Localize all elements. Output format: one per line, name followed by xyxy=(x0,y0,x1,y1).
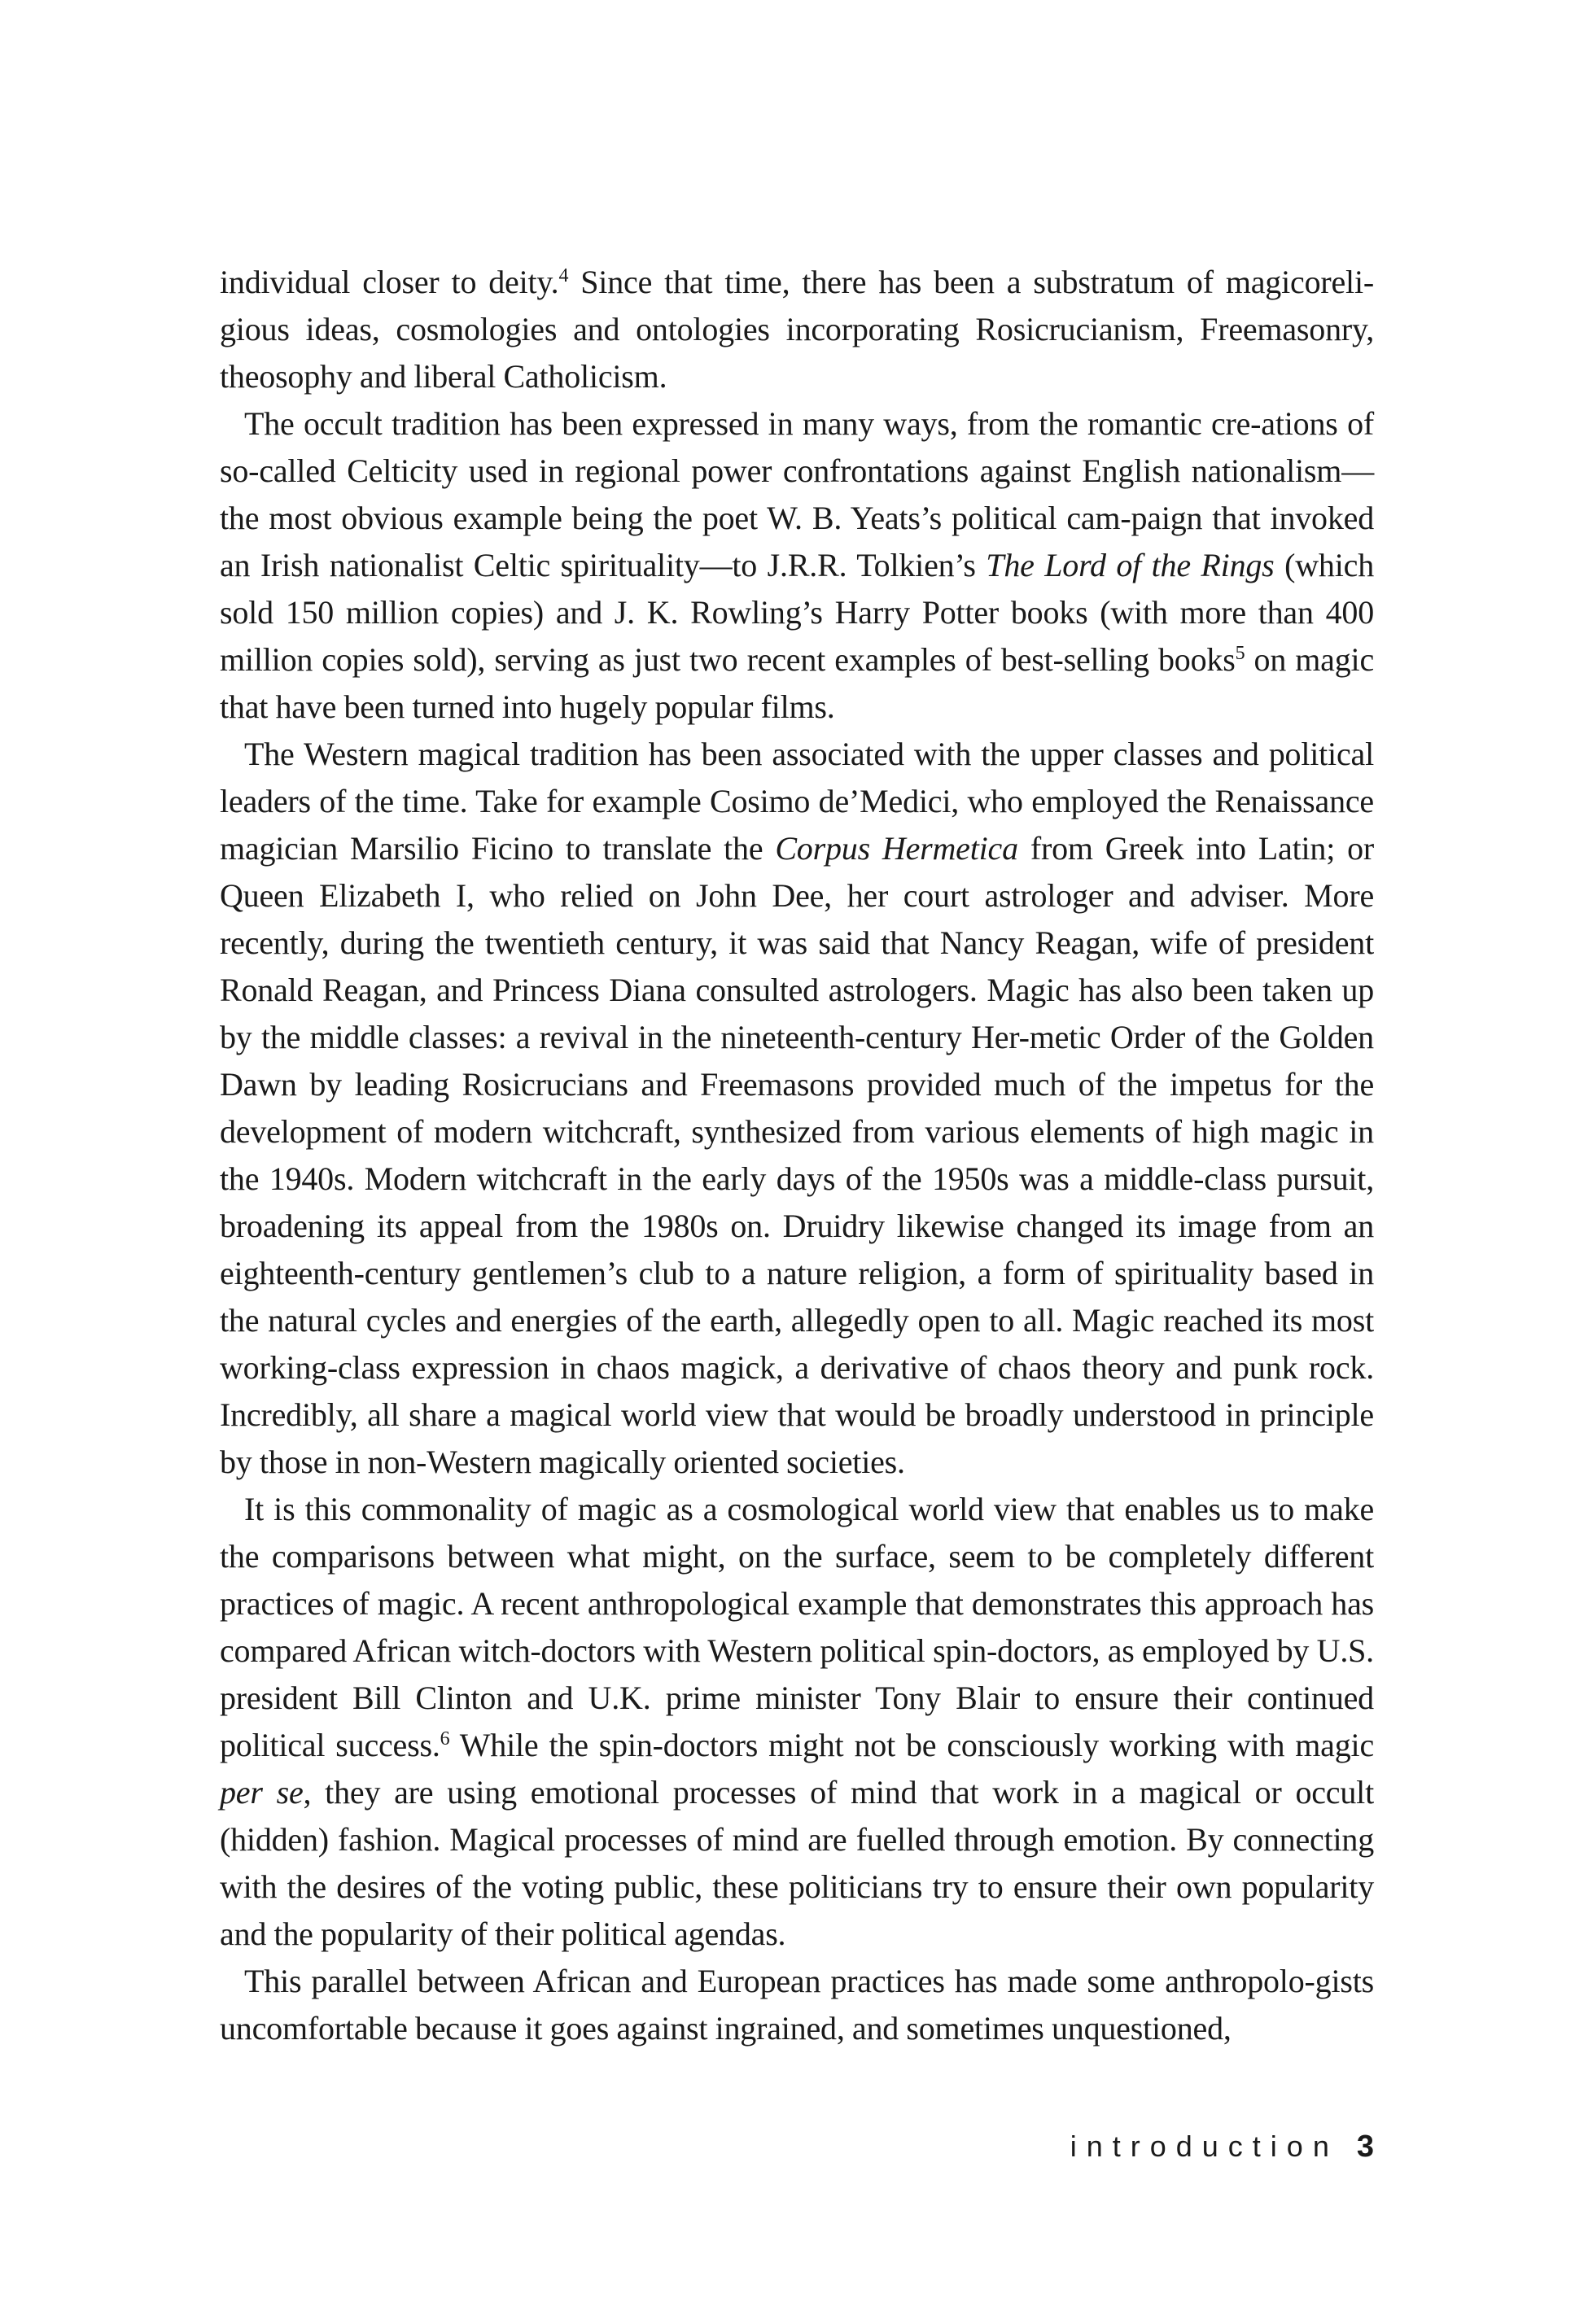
text-run: , they are using emotional processes of mind that work in a magical or occult (hidden) fashion. Magical processes of mind are fuelled through emotion. By connecting with the desires of the voting public, these politicians try to ensure their own popularity and the popularity of their political agendas. xyxy=(220,1774,1374,1952)
text-run: Since that time, there has been a substratum of magicoreli-gious ideas, cosmologies and ontologies incorporating Rosicrucianism, Freemasonry, theosophy and liberal Catholicism. xyxy=(220,264,1374,395)
text-run: This parallel between African and European practices has made some anthropolo-gists uncomfortable because it goes against ingrained, and sometimes unquestioned, xyxy=(220,1963,1374,2047)
italic-text: The Lord of the Rings xyxy=(986,547,1275,583)
text-run: individual closer to deity. xyxy=(220,264,559,300)
page-number: 3 xyxy=(1356,2130,1374,2164)
paragraph xyxy=(220,731,1374,1486)
paragraph xyxy=(220,400,1374,731)
text-run: It is this commonality of magic as a cosmological world view that enables us to make the comparisons between what might, on the surface, seem to be completely different practices of magic. A recent anthropological example that demonstrates this approach has compared African witch-doctors with Western political spin-doctors, as employed by U.S. president Bill Clinton and U.K. prime minister Tony Blair to ensure their continued political success. xyxy=(220,1491,1374,1763)
paragraph xyxy=(220,259,1374,400)
text-run: from Greek into Latin; or Queen Elizabeth I, who relied on John Dee, her court astrologer and adviser. More recently, during the twentieth century, it was said that Nancy Reagan, wife of president Ronald Reagan, and Princess Diana consulted astrologers. Magic has also been taken up by the middle classes: a revival in the nineteenth-century Her-metic Order of the Golden Dawn by leading Rosicrucians and Freemasons provided much of the impetus for the development of modern witchcraft, synthesized from various elements of high magic in the 1940s. Modern witchcraft in the early days of the 1950s was a middle-class pursuit, broadening its appeal from the 1980s on. Druidry likewise changed its image from an eighteenth-century gentlemen’s club to a nature religion, a form of spirituality based in the natural cycles and energies of the earth, allegedly open to all. Magic reached its most working-class expression in chaos magick, a derivative of chaos theory and punk rock. Incredibly, all share a magical world view that would be broadly understood in principle by those in non-Western magically oriented societies. xyxy=(220,830,1374,1480)
footnote-marker: 4 xyxy=(558,265,569,286)
page-footer xyxy=(1009,2130,1374,2163)
italic-text: Corpus Hermetica xyxy=(775,830,1018,867)
body-text xyxy=(220,259,1374,2052)
footnote-marker: 6 xyxy=(440,1728,450,1750)
text-run: (which sold 150 million copies) and J. K. Rowling’s Harry Potter books (with more than 400 million copies sold), serving as just two recent examples of best-selling books xyxy=(220,547,1374,678)
italic-text: per se xyxy=(220,1774,304,1811)
footnote-marker: 5 xyxy=(1235,643,1245,664)
paragraph xyxy=(220,1486,1374,1958)
running-head: introduction xyxy=(1070,2130,1339,2163)
text-run: The Western magical tradition has been associated with the upper classes and political leaders of the time. Take for example Cosimo de’Medici, who employed the Renaissance magician Marsilio Ficino to translate the xyxy=(220,736,1374,867)
text-run: While the spin-doctors might not be consciously working with magic xyxy=(449,1727,1375,1763)
text-run: on magic that have been turned into hugely popular films. xyxy=(220,641,1374,725)
text-run: The occult tradition has been expressed in many ways, from the romantic cre-ations of so-called Celticity used in regional power confrontations against English nationalism—the most obvious example being the poet W. B. Yeats’s political cam-paign that invoked an Irish nationalist Celtic spirituality—to J.R.R. Tolkien’s xyxy=(220,405,1374,583)
paragraph xyxy=(220,1958,1374,2052)
